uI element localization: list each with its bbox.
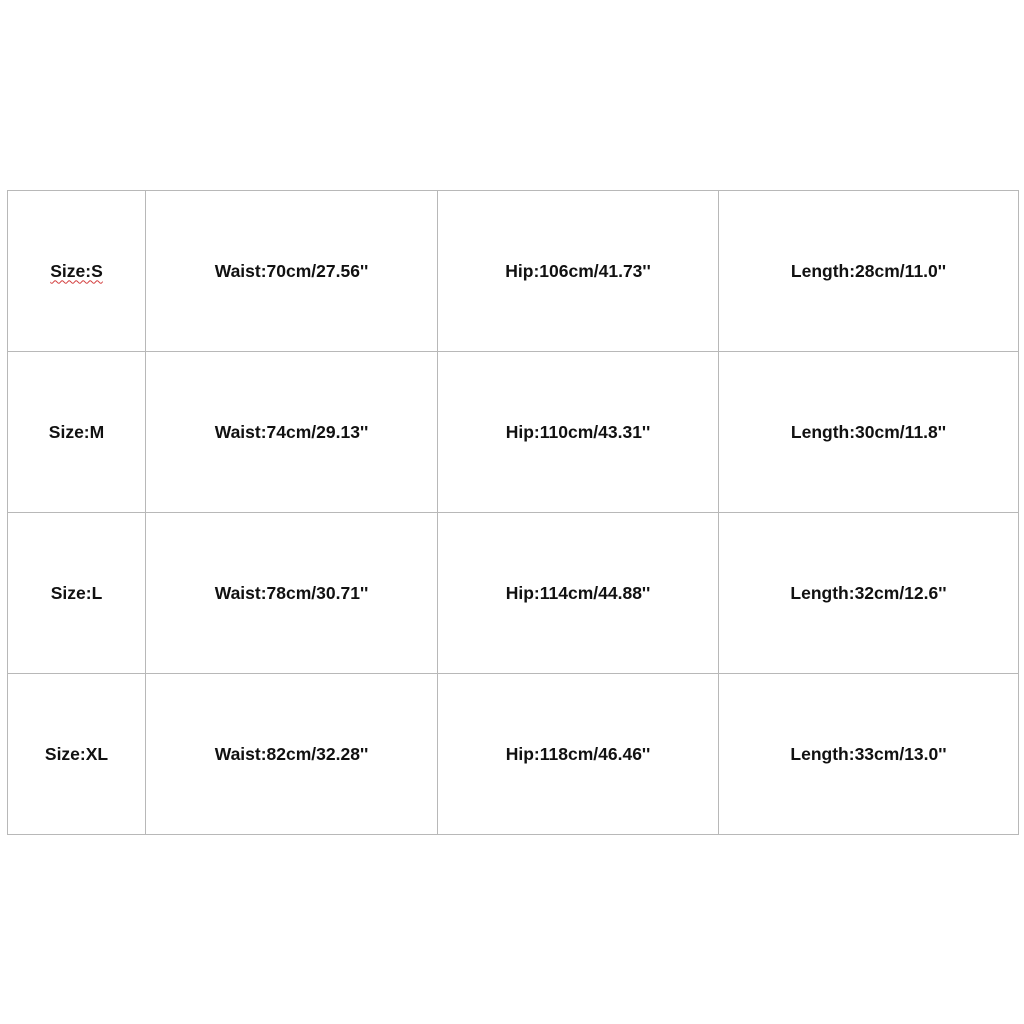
- hip-cell: Hip:114cm/44.88'': [438, 513, 719, 674]
- size-label: Size:S: [50, 260, 103, 281]
- hip-cell: Hip:118cm/46.46'': [438, 674, 719, 835]
- length-cell: Length:32cm/12.6'': [719, 513, 1019, 674]
- length-cell: Length:28cm/11.0'': [719, 191, 1019, 352]
- table-row: [8, 513, 1019, 674]
- waist-cell: Waist:82cm/32.28'': [146, 674, 438, 835]
- table-row: [8, 674, 1019, 835]
- hip-cell: Hip:106cm/41.73'': [438, 191, 719, 352]
- waist-cell: Waist:78cm/30.71'': [146, 513, 438, 674]
- size-cell: Size:XL: [8, 674, 146, 835]
- table-row: [8, 191, 1019, 352]
- size-cell: [8, 191, 146, 352]
- waist-cell: Waist:70cm/27.56'': [146, 191, 438, 352]
- table-row: [8, 352, 1019, 513]
- waist-cell: Waist:74cm/29.13'': [146, 352, 438, 513]
- hip-cell: Hip:110cm/43.31'': [438, 352, 719, 513]
- length-cell: Length:30cm/11.8'': [719, 352, 1019, 513]
- length-cell: Length:33cm/13.0'': [719, 674, 1019, 835]
- size-cell: Size:L: [8, 513, 146, 674]
- size-chart-table: [7, 190, 1019, 835]
- size-cell: Size:M: [8, 352, 146, 513]
